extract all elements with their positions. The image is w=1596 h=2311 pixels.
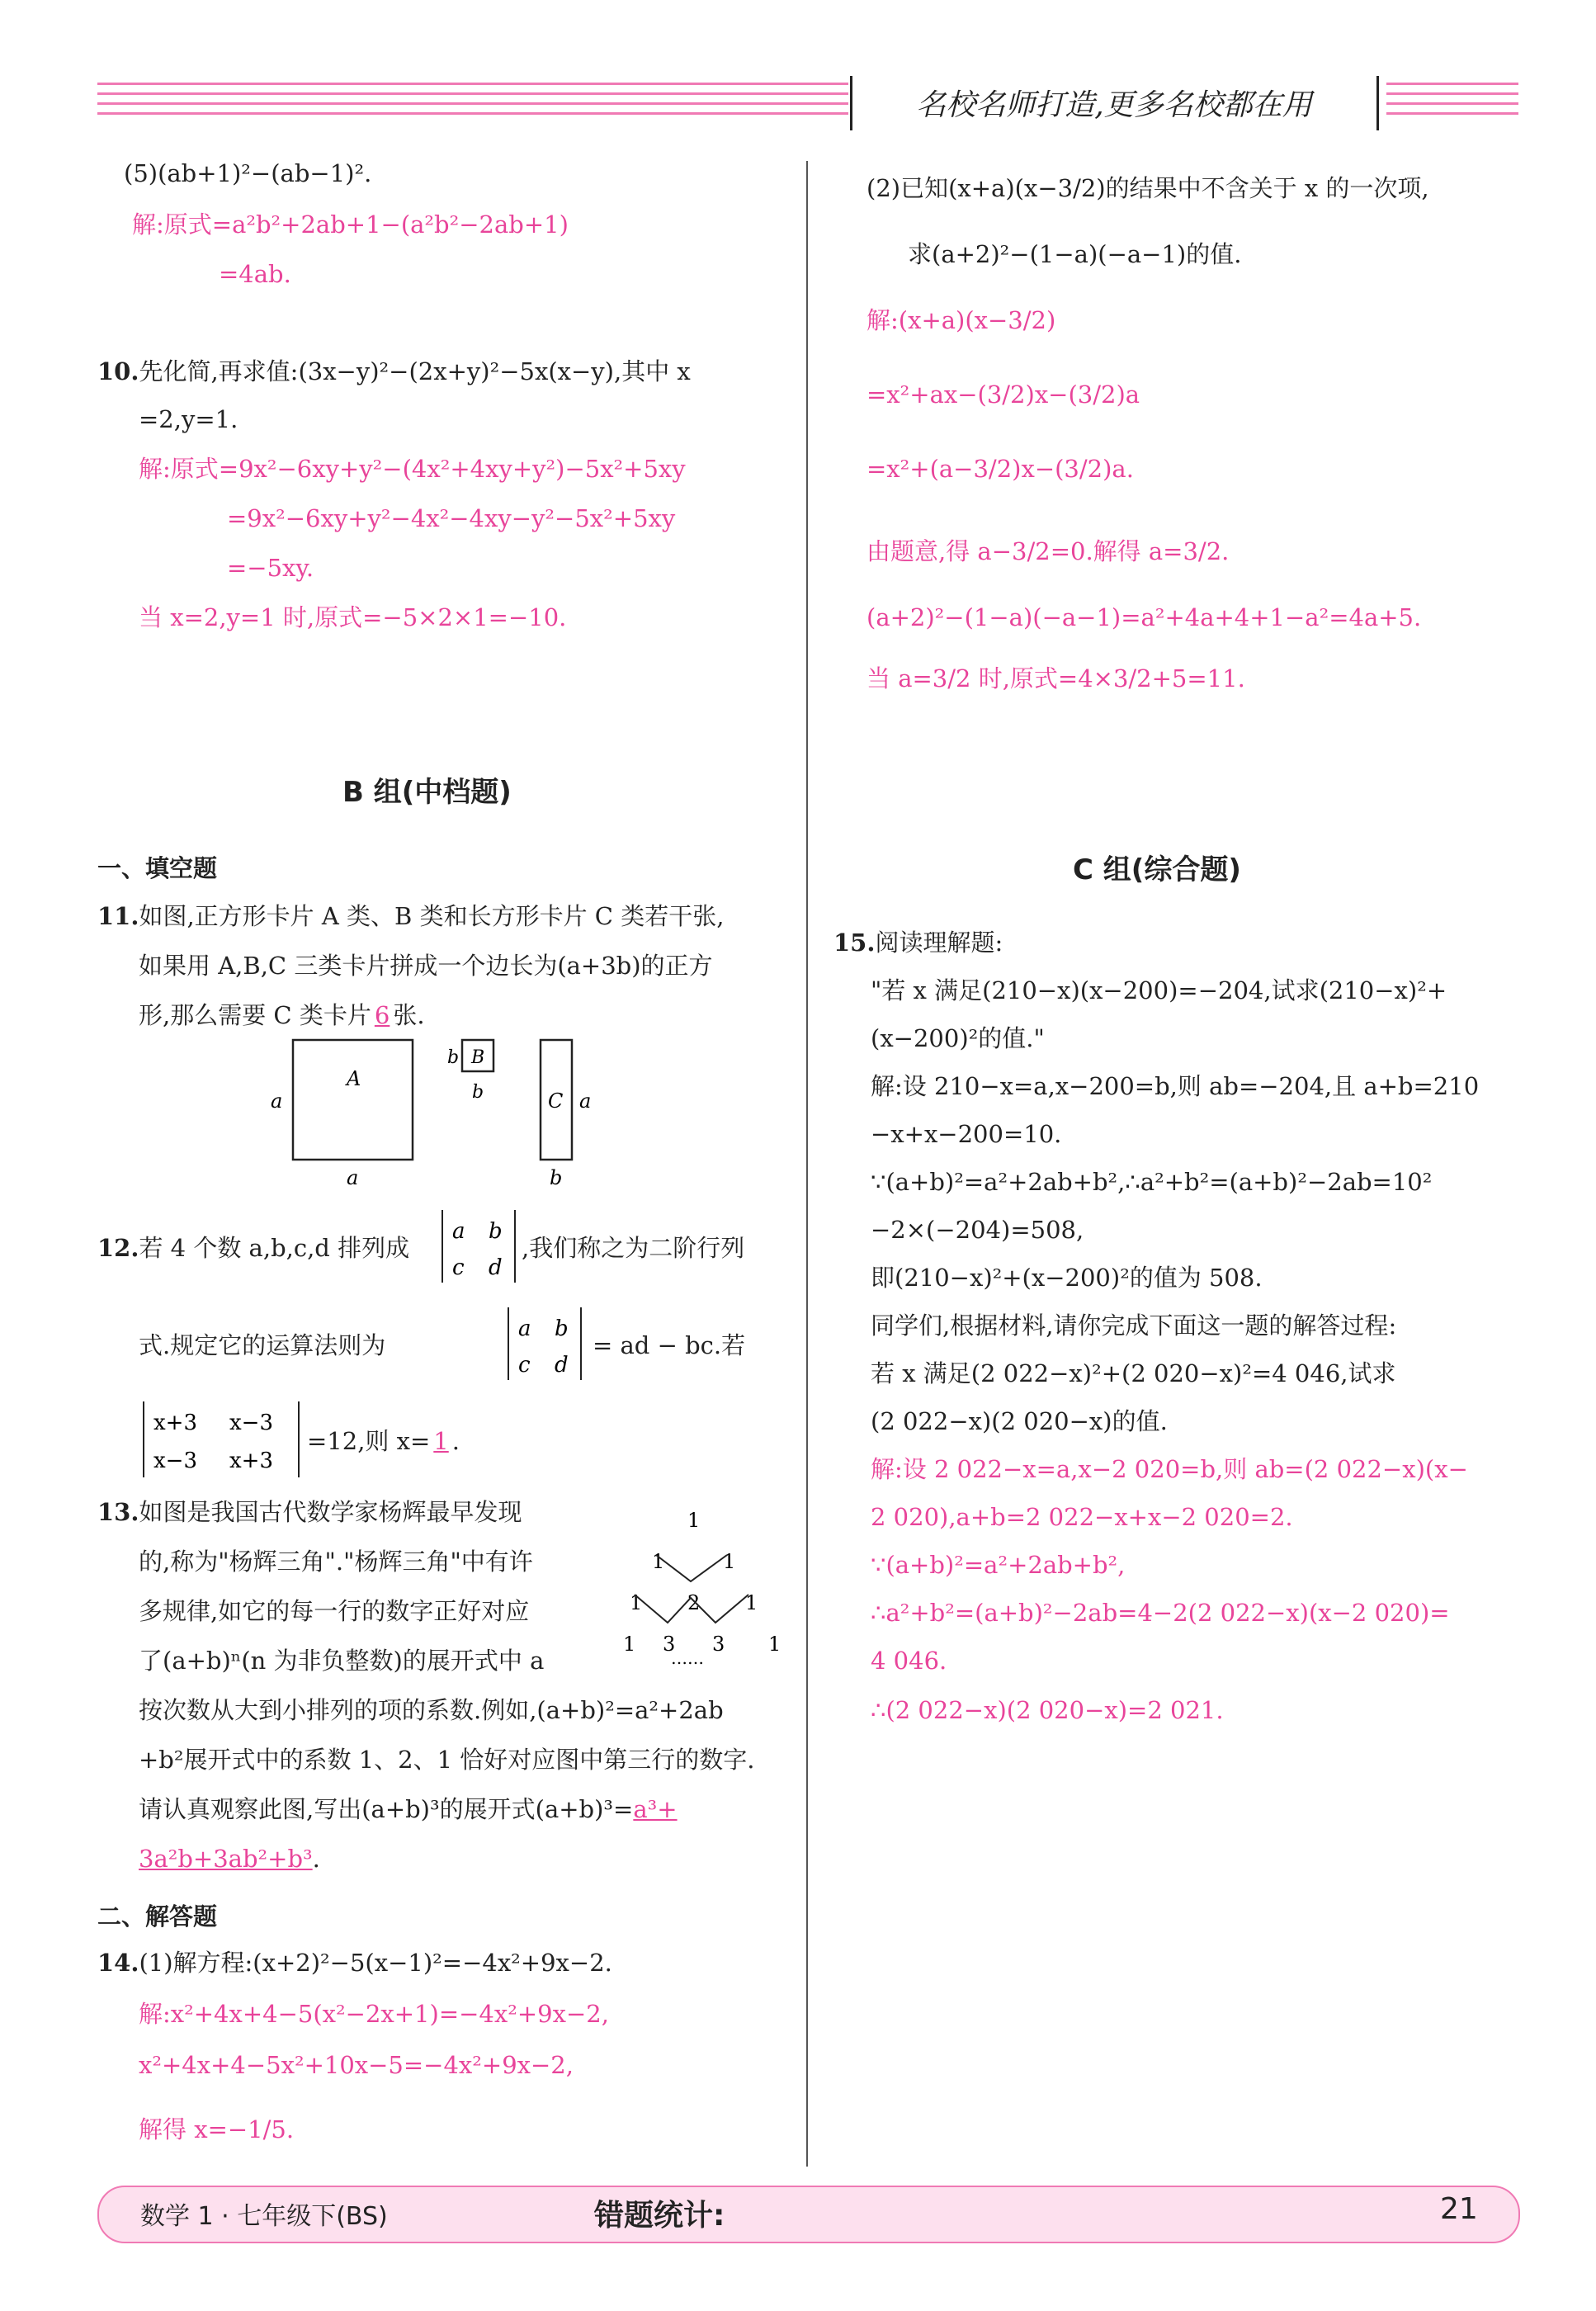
det-entry: c: [452, 1255, 465, 1280]
question-number: 12.: [97, 1234, 139, 1262]
q14-2-solution-line: 当 a=3/2 时,原式=4×3/2+5=11.: [866, 664, 1245, 692]
card-a-label: A: [347, 1067, 361, 1090]
q10-solution-line: 解:原式=9x²−6xy+y²−(4x²+4xy+y²)−5x²+5xy: [139, 455, 686, 483]
header-rule-right: [1386, 83, 1518, 129]
triangle-number: 3: [663, 1633, 676, 1656]
header-divider: [850, 76, 852, 130]
q15-text-cont: 若 x 满足(2 022−x)²+(2 020−x)²=4 046,试求: [871, 1359, 1396, 1387]
yanghui-triangle: [623, 1502, 788, 1667]
card-a-square: [293, 1040, 413, 1160]
determinant-abcd: [437, 1205, 520, 1288]
question-text: 阅读理解题:: [875, 929, 1003, 957]
q13-text-cont: 的,称为"杨辉三角"."杨辉三角"中有许: [139, 1548, 533, 1576]
determinant-rule: [503, 1302, 586, 1385]
q14-2-solution-line: 解:(x+a)(x−3/2): [866, 306, 1056, 334]
q15-solution-line: 解:设 2 022−x=a,x−2 020=b,则 ab=(2 022−x)(x−: [871, 1455, 1468, 1483]
q10-solution-line: =9x²−6xy+y²−4x²−4xy−y²−5x²+5xy: [227, 504, 676, 532]
q14-2-solution-line: =x²+(a−3/2)x−(3/2)a.: [866, 455, 1134, 483]
q9-solution-line: =4ab.: [219, 260, 291, 288]
q15-solution-line: ∵(a+b)²=a²+2ab+b²,: [871, 1551, 1126, 1579]
q15-text-cont: (2 022−x)(2 020−x)的值.: [871, 1407, 1168, 1435]
card-c-side-label: a: [579, 1089, 592, 1113]
q15-text-cont: −x+x−200=10.: [871, 1120, 1062, 1148]
triangle-number: 1: [630, 1591, 643, 1614]
question-text: =12,则 x=: [307, 1427, 431, 1455]
question-text: .: [312, 1845, 320, 1873]
q12-rule-cont: = ad − bc.若: [593, 1331, 746, 1359]
page-number: 21: [1440, 2192, 1478, 2226]
q13-text-cont: 按次数从大到小排列的项的系数.例如,(a+b)²=a²+2ab: [139, 1696, 724, 1724]
q15-text-cont: "若 x 满足(210−x)(x−200)=−204,试求(210−x)²+: [871, 976, 1447, 1004]
q9-part5: (5)(ab+1)²−(ab−1)².: [124, 159, 372, 187]
triangle-number: 1: [652, 1550, 665, 1573]
det-entry: b: [555, 1316, 569, 1341]
q11-answer: 6: [374, 1001, 390, 1029]
q14-solution-line: 解:x²+4x+4−5(x²−2x+1)=−4x²+9x−2,: [139, 2000, 609, 2028]
det-entry: x−3: [153, 1449, 197, 1473]
q14-part2: (2)已知(x+a)(x−3/2)的结果中不含关于 x 的一次项,: [866, 174, 1429, 202]
group-b-heading: B 组(中档题): [342, 776, 512, 809]
det-entry: d: [555, 1353, 569, 1378]
q9-solution-line: 解:原式=a²b²+2ab+1−(a²b²−2ab+1): [132, 210, 569, 239]
q12-rule: 式.规定它的运算法则为: [139, 1331, 386, 1359]
det-entry: x+3: [229, 1449, 273, 1473]
q10-text-cont: =2,y=1.: [139, 405, 238, 433]
det-entry: c: [518, 1353, 531, 1378]
q13-text-cont: 了(a+b)ⁿ(n 为非负整数)的展开式中 a: [139, 1647, 545, 1675]
triangle-connector: [656, 1555, 727, 1581]
question-number: 11.: [97, 902, 139, 930]
q11-text-cont: [139, 999, 425, 1032]
q15-text-cont: ∵(a+b)²=a²+2ab+b²,∴a²+b²=(a+b)²−2ab=10²: [871, 1168, 1433, 1196]
q15-text: [833, 926, 1003, 959]
q10-text: [97, 355, 691, 388]
q15-solution-line: 4 046.: [871, 1647, 947, 1675]
question-text: 若 4 个数 a,b,c,d 排列成: [139, 1234, 410, 1262]
det-entry: b: [489, 1219, 503, 1244]
question-text: 先化简,再求值:(3x−y)²−(2x+y)²−5x(x−y),其中 x: [139, 357, 691, 385]
card-b-bottom-label: b: [472, 1082, 484, 1103]
card-a-bottom-label: a: [347, 1166, 359, 1189]
question-text: 张.: [393, 1001, 425, 1029]
q15-text-cont: 即(210−x)²+(x−200)²的值为 508.: [871, 1264, 1263, 1292]
q15-text-cont: 同学们,根据材料,请你完成下面这一题的解答过程:: [871, 1311, 1397, 1340]
question-number: 14.: [97, 1949, 139, 1977]
q11-text-cont: 如果用 A,B,C 三类卡片拼成一个边长为(a+3b)的正方: [139, 952, 713, 980]
q14-2-solution-line: 由题意,得 a−3/2=0.解得 a=3/2.: [866, 537, 1230, 565]
section-fill-blank: 一、填空题: [97, 854, 218, 882]
question-text: (1)解方程:(x+2)²−5(x−1)²=−4x²+9x−2.: [139, 1949, 612, 1977]
det-entry: d: [489, 1255, 503, 1280]
det-entry: x+3: [153, 1411, 197, 1435]
header-divider: [1376, 76, 1379, 130]
det-entry: x−3: [229, 1411, 273, 1435]
q15-solution-line: ∴(2 022−x)(2 020−x)=2 021.: [871, 1696, 1224, 1724]
q15-text-cont: 解:设 210−x=a,x−200=b,则 ab=−204,且 a+b=210: [871, 1072, 1480, 1100]
question-text: 如图,正方形卡片 A 类、B 类和长方形卡片 C 类若干张,: [139, 902, 725, 930]
question-number: 13.: [97, 1498, 139, 1526]
q13-answer-cont: [139, 1842, 320, 1875]
det-entry: a: [518, 1316, 531, 1341]
footer-error-stats: 错题统计:: [594, 2199, 725, 2233]
q15-solution-line: 2 020),a+b=2 022−x+x−2 020=2.: [871, 1503, 1293, 1531]
card-b-label: B: [471, 1047, 485, 1068]
footer-book-title: 数学 1 · 七年级下(BS): [140, 2202, 388, 2231]
column-divider: [806, 161, 808, 2167]
header-rule-left: [97, 83, 848, 129]
card-c-bottom-label: b: [550, 1166, 563, 1189]
triangle-number: 1: [768, 1633, 781, 1656]
q15-solution-line: ∴a²+b²=(a+b)²−2ab=4−2(2 022−x)(x−2 020)=: [871, 1599, 1450, 1627]
q13-answer: 3a²b+3ab²+b³: [139, 1845, 313, 1873]
question-text: 请认真观察此图,写出(a+b)³的展开式(a+b)³=: [139, 1795, 634, 1823]
q13-answer: a³+: [633, 1795, 678, 1823]
section-answer: 二、解答题: [97, 1902, 218, 1931]
triangle-number: 1: [623, 1633, 636, 1656]
question-number: 10.: [97, 357, 139, 385]
triangle-number: 1: [723, 1550, 736, 1573]
q14-solution-line: 解得 x=−1/5.: [139, 2115, 295, 2143]
q14-2-solution-line: =x²+ax−(3/2)x−(3/2)a: [866, 380, 1140, 409]
question-number: 15.: [833, 929, 876, 957]
card-c-label: C: [548, 1089, 564, 1113]
card-a-side-label: a: [271, 1089, 283, 1113]
q14-2-solution-line: (a+2)²−(1−a)(−a−1)=a²+4a+4+1−a²=4a+5.: [866, 603, 1422, 631]
q11-card-figure: [264, 1032, 627, 1197]
q11-text: [97, 900, 724, 933]
q14-text: [97, 1946, 612, 1979]
triangle-number: 3: [712, 1633, 725, 1656]
q14-solution-line: x²+4x+4−5x²+10x−5=−4x²+9x−2,: [139, 2051, 574, 2079]
question-text: .: [451, 1427, 460, 1455]
triangle-number: 1: [745, 1591, 758, 1614]
q12-text: [97, 1231, 409, 1264]
group-c-heading: C 组(综合题): [1073, 853, 1241, 886]
q13-text-cont: [139, 1793, 678, 1826]
triangle-number: 2: [687, 1591, 701, 1614]
question-text: 形,那么需要 C 类卡片: [139, 1001, 371, 1029]
triangle-number: 1: [687, 1509, 701, 1532]
card-b-side-label: b: [447, 1047, 460, 1068]
determinant-x: [139, 1397, 304, 1482]
header-title: 名校名师打造,更多名校都在用: [916, 88, 1312, 122]
q12-answer: 1: [433, 1427, 449, 1455]
q15-text-cont: (x−200)²的值.": [871, 1024, 1045, 1052]
q13-text-cont: +b²展开式中的系数 1、2、1 恰好对应图中第三行的数字.: [139, 1746, 755, 1774]
triangle-ellipsis: ……: [671, 1648, 704, 1667]
q10-solution-line: 当 x=2,y=1 时,原式=−5×2×1=−10.: [139, 603, 567, 631]
q12-text-cont: ,我们称之为二阶行列: [522, 1234, 745, 1262]
q14-part2-cont: 求(a+2)²−(1−a)(−a−1)的值.: [908, 240, 1242, 268]
det-entry: a: [452, 1219, 465, 1244]
q10-solution-line: =−5xy.: [227, 554, 314, 582]
question-text: 如图是我国古代数学家杨辉最早发现: [139, 1498, 522, 1526]
q15-text-cont: −2×(−204)=508,: [871, 1216, 1084, 1244]
q13-text: [97, 1496, 522, 1529]
q13-text-cont: 多规律,如它的每一行的数字正好对应: [139, 1597, 530, 1625]
q12-equation: [307, 1425, 460, 1458]
